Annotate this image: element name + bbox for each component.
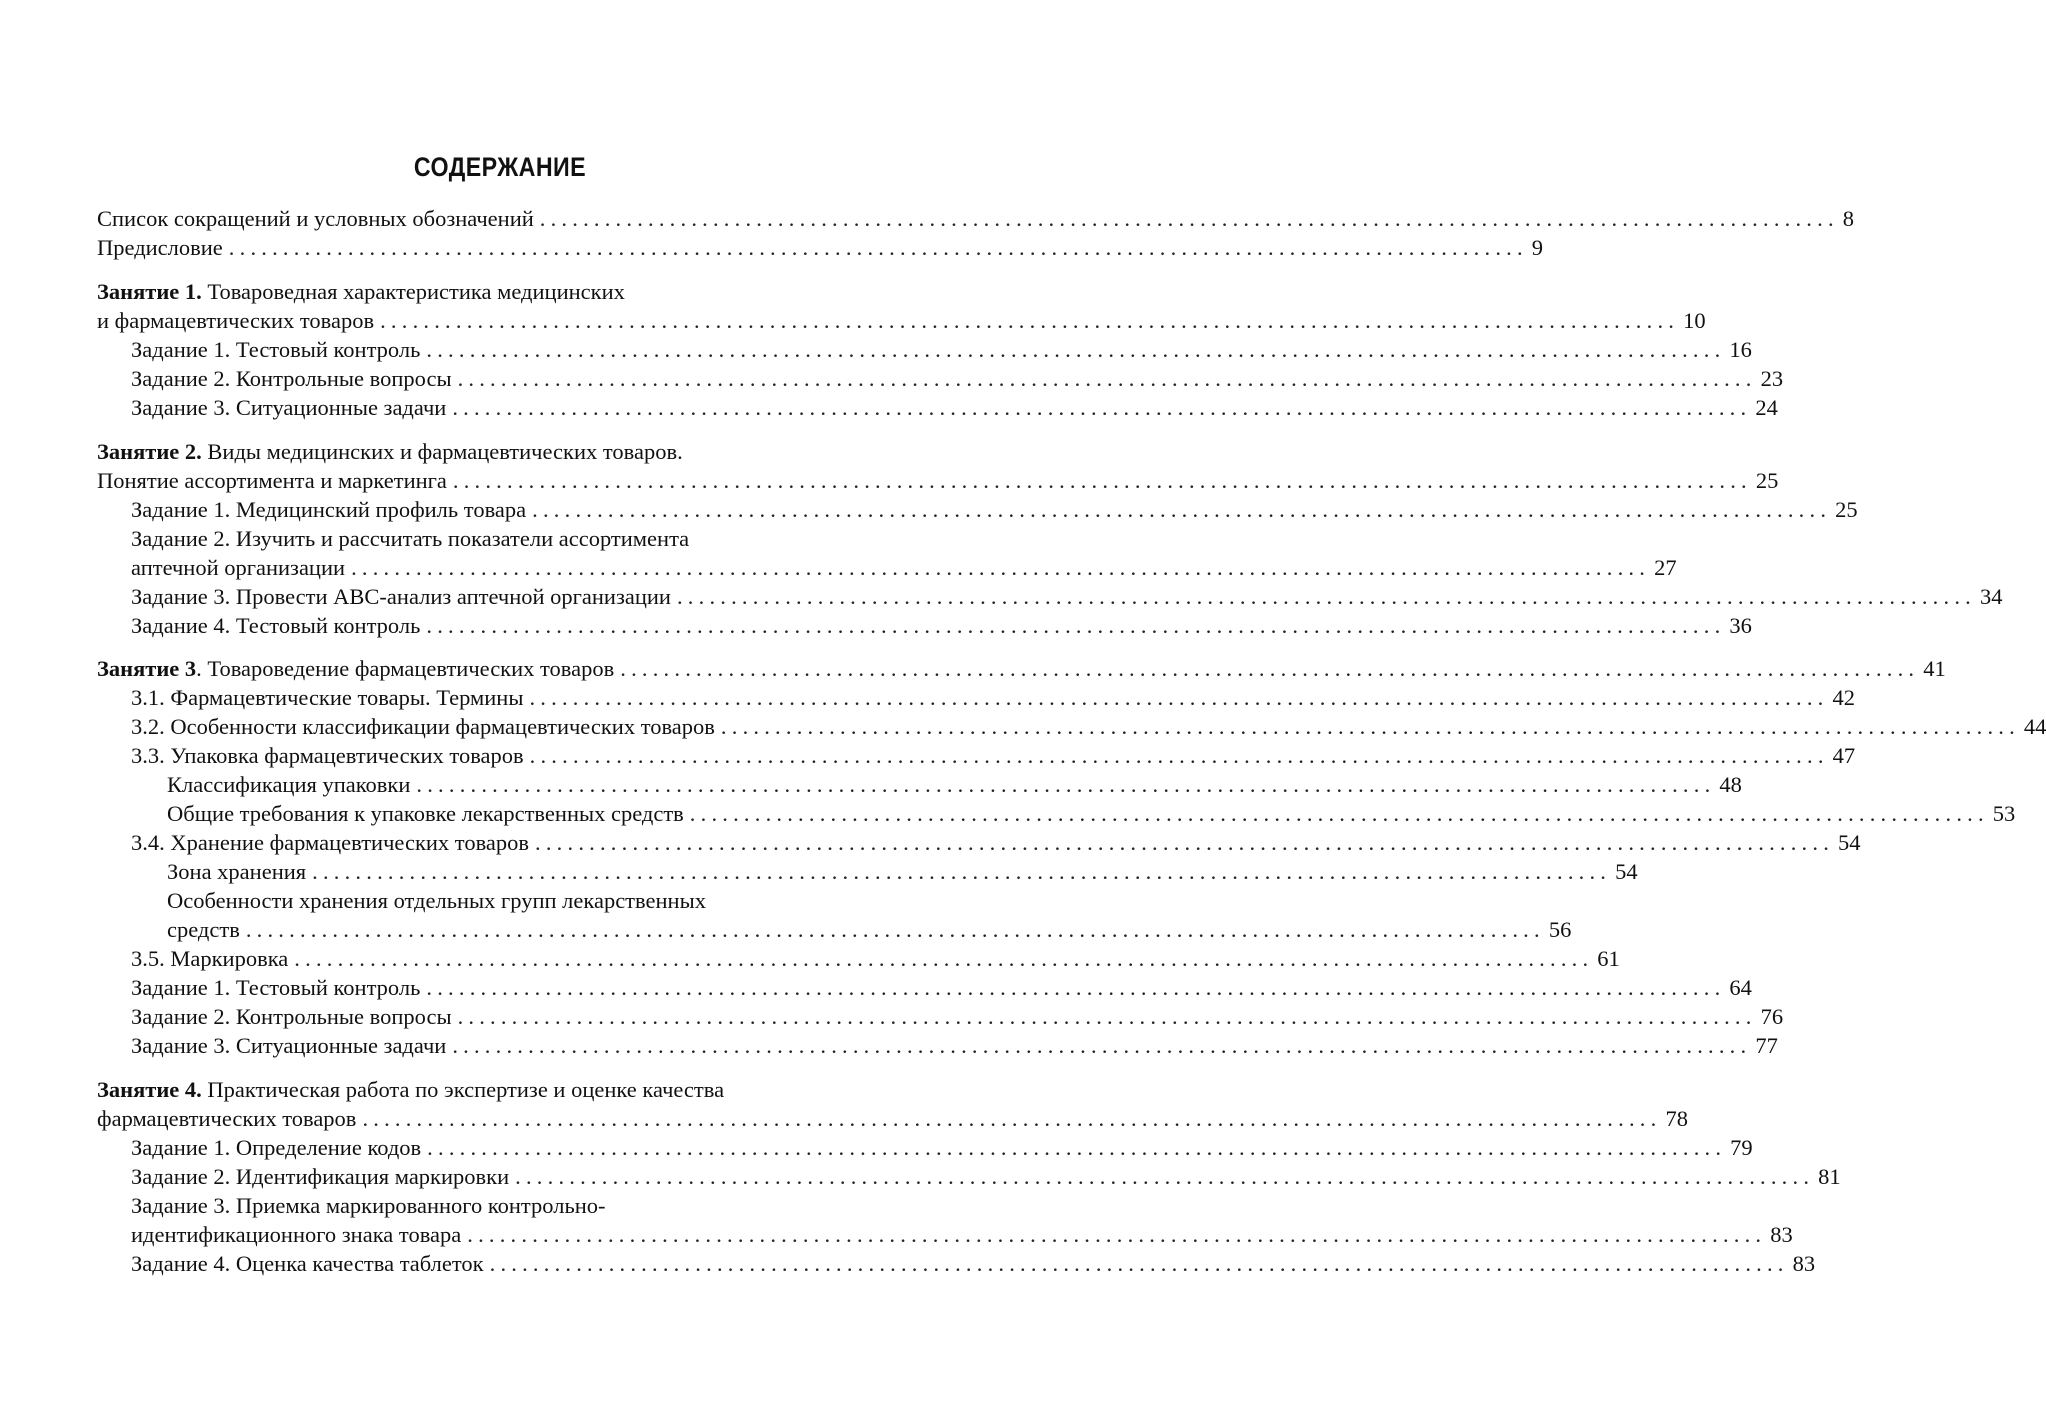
- toc-page-number: 54: [1838, 830, 1861, 855]
- toc-page-number: 48: [1719, 772, 1742, 797]
- toc-entry-label: Задание 1. Тестовый контроль: [131, 337, 421, 362]
- toc-page-number: 64: [1729, 975, 1752, 1000]
- toc-entry-label: 3.1. Фармацевтические товары. Термины: [131, 685, 524, 710]
- toc-entry-label: Задание 2. Контрольные вопросы: [131, 366, 452, 391]
- lesson-title: Виды медицинских и фармацевтических товаров.: [201, 439, 683, 464]
- toc-leader: ........................................................................................................................: [452, 395, 1752, 420]
- toc-entry: [131, 1031, 1778, 1061]
- toc-entry-abbreviations: [97, 204, 1855, 234]
- toc-page-number: 16: [1729, 337, 1752, 362]
- toc-entry: [131, 364, 1784, 394]
- toc-lesson3-heading: [97, 654, 1946, 684]
- toc-entry-label: фармацевтических товаров: [97, 1106, 357, 1131]
- toc-leader: ........................................................................................................................: [676, 584, 1976, 609]
- toc-leader: ........................................................................................................................: [532, 497, 1832, 522]
- toc-leader: ........................................................................................................................: [535, 830, 1835, 855]
- lesson-title: Практическая работа по экспертизе и оценке качества: [201, 1077, 725, 1102]
- toc-leader: ........................................................................................................................: [529, 743, 1829, 768]
- toc-entry: [167, 770, 1742, 800]
- toc-page-number: 83: [1792, 1251, 1816, 1276]
- toc-entry: [131, 944, 1620, 974]
- toc-entry: [131, 1191, 889, 1221]
- toc-page-number: 79: [1730, 1135, 1753, 1160]
- toc-entry: [167, 886, 889, 916]
- toc-page-number: 25: [1835, 497, 1858, 522]
- toc-page-number: 24: [1755, 395, 1778, 420]
- toc-page-number: 25: [1755, 468, 1779, 493]
- toc-lesson1-heading: [97, 277, 889, 307]
- toc-entry-continued: [131, 553, 1677, 583]
- toc-lesson4-continued: [97, 1104, 1688, 1134]
- toc-entry-label: Задание 2. Идентификация маркировки: [131, 1164, 510, 1189]
- toc-entry-label: и фармацевтических товаров: [97, 308, 375, 333]
- toc-entry-label: Задание 2. Контрольные вопросы: [131, 1004, 452, 1029]
- toc-leader: ........................................................................................................................: [426, 337, 1726, 362]
- toc-entry-label: Общие требования к упаковке лекарственных средств: [167, 801, 684, 826]
- toc-leader: ........................................................................................................................: [427, 1135, 1727, 1160]
- toc-entry: [131, 741, 1856, 771]
- toc-page-number: 78: [1665, 1106, 1688, 1131]
- toc-leader: ........................................................................................................................: [416, 772, 1716, 797]
- toc-entry-label: Понятие ассортимента и маркетинга: [97, 468, 447, 493]
- toc-page-number: 10: [1683, 308, 1706, 333]
- toc-leader: ........................................................................................................................: [620, 656, 1920, 681]
- toc-leader: ........................................................................................................................: [489, 1251, 1789, 1276]
- toc-entry-label: идентификационного знака товара: [131, 1222, 462, 1247]
- toc-entry-label: Особенности хранения отдельных групп лекарственных: [167, 888, 706, 913]
- toc-entry-label: Задание 2. Изучить и рассчитать показатели ассортимента: [131, 526, 690, 551]
- lesson-number: Занятие 4.: [97, 1077, 202, 1102]
- toc-entry: [131, 495, 1858, 525]
- toc-entry-label: 3.2. Особенности классификации фармацевтических товаров: [131, 714, 715, 739]
- toc-entry: [131, 1002, 1784, 1032]
- toc-entry-label: аптечной организации: [131, 555, 346, 580]
- toc-leader: ........................................................................................................................: [689, 801, 1989, 826]
- toc-leader: ........................................................................................................................: [539, 206, 1839, 231]
- toc-entry: [131, 1249, 1816, 1279]
- toc-entry-label: Классификация упаковки: [167, 772, 411, 797]
- toc-page-number: 8: [1842, 206, 1855, 231]
- toc-lesson2-heading: [97, 437, 889, 467]
- toc-leader: ........................................................................................................................: [351, 555, 1651, 580]
- lesson-number: Занятие 2.: [97, 439, 202, 464]
- toc-leader: ........................................................................................................................: [457, 1004, 1757, 1029]
- toc-entry-label: Список сокращений и условных обозначений: [97, 206, 534, 231]
- toc-entry: [131, 582, 2003, 612]
- toc-entry: [167, 857, 1638, 887]
- toc-entry: [131, 1162, 1841, 1192]
- toc-leader: ........................................................................................................................: [362, 1106, 1662, 1131]
- toc-page-number: 34: [1979, 584, 2003, 609]
- toc-page-number: 41: [1923, 656, 1946, 681]
- toc-entry-label: Задание 3. Ситуационные задачи: [131, 1033, 447, 1058]
- toc-leader: ........................................................................................................................: [380, 308, 1680, 333]
- toc-entry-label: 3.4. Хранение фармацевтических товаров: [131, 830, 530, 855]
- toc-leader: ........................................................................................................................: [245, 917, 1545, 942]
- toc-entry-label: Задание 3. Ситуационные задачи: [131, 395, 447, 420]
- toc-leader: ........................................................................................................................: [228, 235, 1528, 260]
- lesson-number: Занятие 1.: [97, 279, 202, 304]
- toc-leader: ........................................................................................................................: [426, 613, 1726, 638]
- toc-leader: ........................................................................................................................: [457, 366, 1757, 391]
- toc-entry: [131, 611, 1752, 641]
- toc-entry: [131, 524, 889, 554]
- toc-entry-continued: [167, 915, 1572, 945]
- toc-entry-preface: [97, 233, 1544, 263]
- toc-leader: ........................................................................................................................: [312, 859, 1612, 884]
- toc-lesson1-continued: [97, 306, 1706, 336]
- toc-entry-label: средств: [167, 917, 240, 942]
- toc-page-number: 76: [1760, 1004, 1784, 1029]
- toc-entry: [131, 683, 1855, 713]
- lesson-title: . Товароведение фармацевтических товаров: [196, 656, 615, 681]
- toc-entry: [131, 393, 1778, 423]
- toc-leader: ........................................................................................................................: [294, 946, 1594, 971]
- lesson-title: Товароведная характеристика медицинских: [201, 279, 625, 304]
- toc-lesson2-continued: [97, 466, 1779, 496]
- page-title: СОДЕРЖАНИЕ: [413, 152, 587, 182]
- toc-page-number: 36: [1729, 613, 1752, 638]
- toc-page-number: 44: [2023, 714, 2046, 739]
- toc-page-number: 56: [1548, 917, 1572, 942]
- toc-leader: ........................................................................................................................: [452, 468, 1752, 493]
- toc-lesson4-heading: [97, 1075, 889, 1105]
- toc-entry-label: Задание 1. Определение кодов: [131, 1135, 422, 1160]
- toc-page-number: 81: [1818, 1164, 1841, 1189]
- toc-page-number: 27: [1654, 555, 1677, 580]
- toc-entry: [167, 799, 2016, 829]
- toc-entry-label: Задание 3. Провести АВС-анализ аптечной организации: [131, 584, 671, 609]
- toc-leader: ........................................................................................................................: [515, 1164, 1815, 1189]
- toc-entry: [131, 828, 1861, 858]
- toc-entry-label: Предисловие: [97, 235, 223, 260]
- toc-page-number: 53: [1992, 801, 2016, 826]
- toc-entry: [131, 973, 1752, 1003]
- toc-entry-label: Задание 4. Тестовый контроль: [131, 613, 421, 638]
- toc-entry: [131, 335, 1752, 365]
- toc-entry-label: Задание 1. Медицинский профиль товара: [131, 497, 527, 522]
- toc-page-number: 42: [1832, 685, 1855, 710]
- toc-entry-continued: [131, 1220, 1793, 1250]
- toc-page-number: 47: [1832, 743, 1856, 768]
- toc-page-number: 61: [1597, 946, 1620, 971]
- toc-leader: ........................................................................................................................: [467, 1222, 1767, 1247]
- toc-entry-label: Задание 3. Приемка маркированного контрольно-: [131, 1193, 606, 1218]
- toc-leader: ........................................................................................................................: [452, 1033, 1752, 1058]
- toc-entry-label: 3.5. Маркировка: [131, 946, 289, 971]
- toc-page-number: 77: [1755, 1033, 1778, 1058]
- toc-page-number: 9: [1531, 235, 1544, 260]
- toc-leader: ........................................................................................................................: [720, 714, 2020, 739]
- toc-page-number: 83: [1770, 1222, 1793, 1247]
- toc-entry: [131, 1133, 1753, 1163]
- toc-page-number: 23: [1760, 366, 1784, 391]
- toc-entry-label: Зона хранения: [167, 859, 307, 884]
- toc-leader: ........................................................................................................................: [529, 685, 1829, 710]
- toc-page-number: 54: [1615, 859, 1638, 884]
- lesson-number: Занятие 3: [97, 656, 197, 681]
- toc-entry-label: Задание 4. Оценка качества таблеток: [131, 1251, 484, 1276]
- toc-entry-label: 3.3. Упаковка фармацевтических товаров: [131, 743, 524, 768]
- toc-entry-label: Задание 1. Тестовый контроль: [131, 975, 421, 1000]
- toc-leader: ........................................................................................................................: [426, 975, 1726, 1000]
- toc-entry: [131, 712, 2046, 742]
